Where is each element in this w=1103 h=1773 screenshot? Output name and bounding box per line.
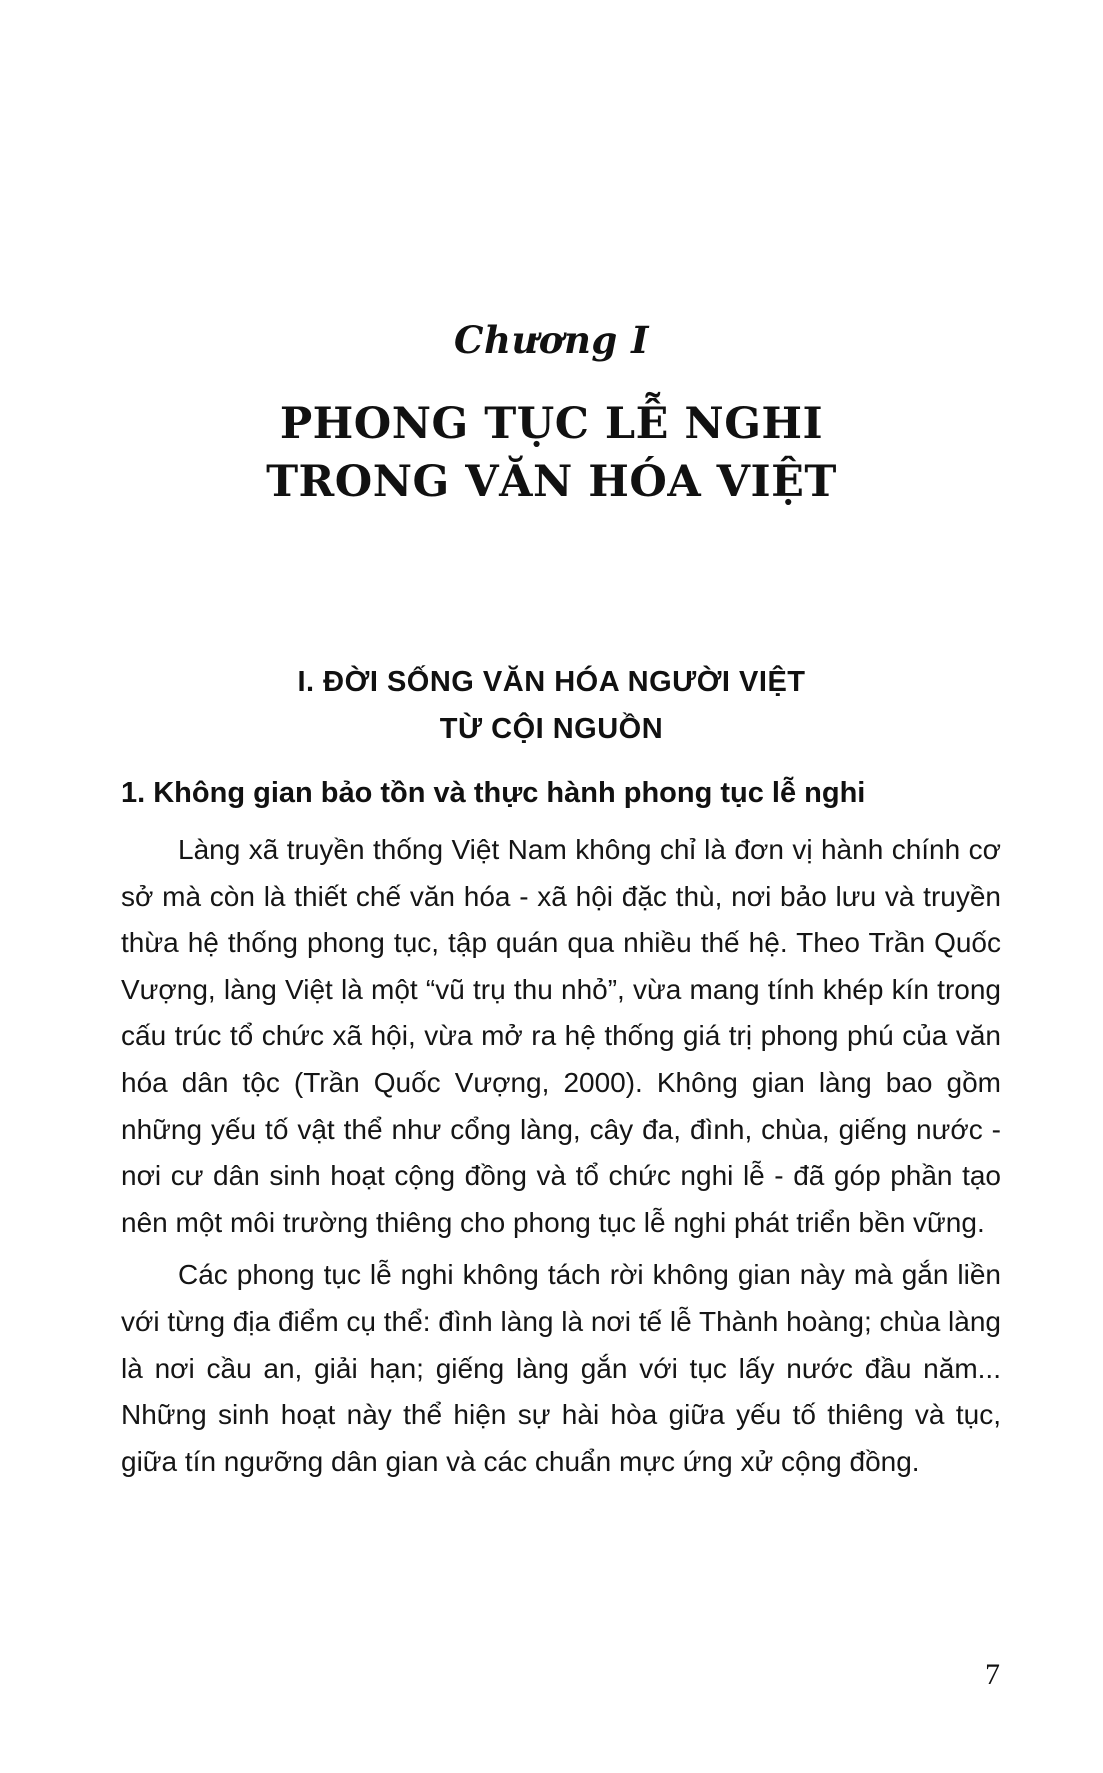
section-title-line-1: I. ĐỜI SỐNG VĂN HÓA NGƯỜI VIỆT xyxy=(297,666,806,698)
chapter-title xyxy=(0,395,1103,511)
body-text xyxy=(121,827,1001,1485)
chapter-title-line-1: PHONG TỤC LỄ NGHI xyxy=(279,399,824,449)
section-title xyxy=(0,659,1103,753)
page-number: 7 xyxy=(985,1658,1000,1691)
chapter-label: Chương I xyxy=(454,318,649,362)
chapter-title-line-2: TRONG VĂN HÓA VIỆT xyxy=(266,457,837,507)
paragraph: Làng xã truyền thống Việt Nam không chỉ là đơn vị hành chính cơ sở mà còn là thiết chế văn hóa - xã hội đặc thù, nơi bảo lưu và truyền thừa hệ thống phong tục, tập quán qua nhiều thế hệ. Theo Trần Quốc Vượng, làng Việt là một “vũ trụ thu nhỏ”, vừa mang tính khép kín trong cấu trúc tổ chức xã hội, vừa mở ra hệ thống giá trị phong phú của văn hóa dân tộc (Trần Quốc Vượng, 2000). Không gian làng bao gồm những yếu tố vật thể như cổng làng, cây đa, đình, chùa, giếng nước - nơi cư dân sinh hoạt cộng đồng và tổ chức nghi lễ - đã góp phần tạo nên một môi trường thiêng cho phong tục lễ nghi phát triển bền vững. xyxy=(121,834,1001,1238)
paragraph: Các phong tục lễ nghi không tách rời không gian này mà gắn liền với từng địa điểm cụ thể: đình làng là nơi tế lễ Thành hoàng; chùa làng là nơi cầu an, giải hạn; giếng làng gắn với tục lấy nước đầu năm... Những sinh hoạt này thể hiện sự hài hòa giữa yếu tố thiêng và tục, giữa tín ngưỡng dân gian và các chuẩn mực ứng xử cộng đồng. xyxy=(121,1259,1001,1477)
section-title-line-2: TỪ CỘI NGUỒN xyxy=(439,713,664,745)
subsection-title: 1. Không gian bảo tồn và thực hành phong tục lễ nghi xyxy=(121,777,866,809)
